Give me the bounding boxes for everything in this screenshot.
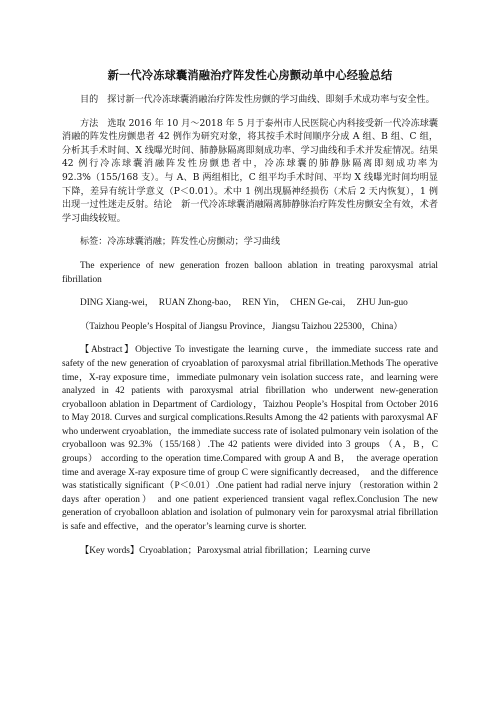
zh-methods-results-paragraph: 方法 选取 2016 年 10 月～2018 年 5 月于泰州市人民医院心内科接受新一代冷冻球囊消融的阵发性房颤患者 42 例作为研究对象，将其按手术时间顺序分成 A 组、B 组、C 组，分析其手术时间、X 线曝光时间、肺静脉隔离即刻成功率、学习曲线和手术并发症情况。结果 42 例行冷冻球囊消融阵发性房颤患者中，冷冻球囊的肺静脉隔离即刻成功率为 92.3%（155/168 支）。与 A、B 两组相比，C 组平均手术时间、平均 X 线曝光时间均明显下降，差异有统计学意义（P＜0.01）。术中 1 例出现膈神经损伤（术后 2 天内恢复），1 例出现一过性迷走反射。结论 新一代冷冻球囊消融隔离肺静脉治疗阵发性房颤安全有效，术者学习曲线较短。 <box>62 118 448 224</box>
paper-title: 新一代冷冻球囊消融治疗阵发性心房颤动单中心经验总结 <box>107 68 393 82</box>
en-keywords-paragraph: 【Key words】Cryoablation；Paroxysmal atrial fibrillation；Learning curve <box>80 545 371 556</box>
affiliation-paragraph: （Taizhou People’s Hospital of Jiangsu Province，Jiangsu Taizhou 225300，China） <box>80 321 403 332</box>
authors-paragraph: DING Xiang-wei， RUAN Zhong-bao， REN Yin， CHEN Ge-cai， ZHU Jun-guo <box>80 298 408 309</box>
en-abstract-paragraph: 【Abstract】Objective To investigate the learning curve，the immediate success rate and safety of the new generation of cryoablation of paroxysmal atrial fibrillation.Methods The operative time，X-ray exposure time，immediate pulmonary vein isolation success rate，and learning were analyzed in 42 patients with paroxysmal atrial fibrillation who underwent new-generation cryoballoon ablation in Department of Cardiology，Taizhou People’s Hospital from October 2016 to May 2018. Curves and surgical complications.Results Among the 42 patients with paroxysmal AF who underwent cryoablation，the immediate success rate of isolated pulmonary vein isolation of the cryoballoon was 92.3%（155/168）.The 42 patients were divided into 3 groups （A，B，C groups） according to the operation time.Compared with group A and B， the average operation time and average X-ray exposure time of group C were significantly decreased， and the difference was statistically significant（P＜0.01）.One patient had radial nerve injury （restoration within 2 days after operation） and one patient experienced transient vagal reflex.Conclusion The new generation of cryoballoon ablation and isolation of pulmonary vein for paroxysmal atrial fibrillation is safe and effective，and the operator’s learning curve is shorter. <box>62 345 438 533</box>
zh-objective-paragraph: 目的 探讨新一代冷冻球囊消融治疗阵发性房颤的学习曲线、即刻手术成功率与安全性。 <box>80 95 435 105</box>
en-title-paragraph: The experience of new generation frozen balloon ablation in treating paroxysmal atrial fibrillation <box>62 260 438 285</box>
zh-keywords-paragraph: 标签：冷冻球囊消融；阵发性心房颤动；学习曲线 <box>80 237 281 248</box>
